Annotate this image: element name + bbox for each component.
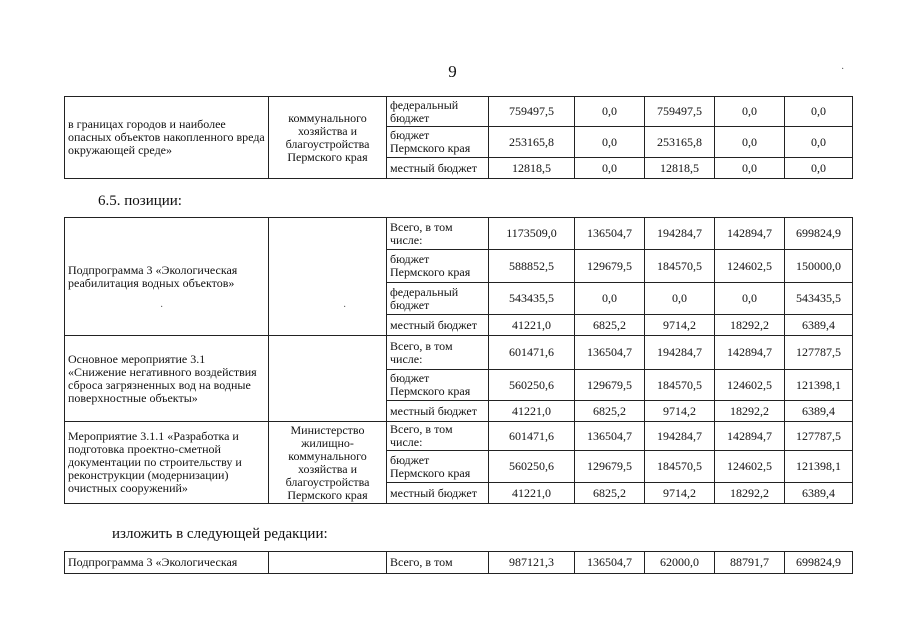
funding-source-cell: бюджет Пермского края <box>387 370 489 401</box>
amount-cell: 9714,2 <box>645 315 715 336</box>
program-name-cell: Подпрограмма 3 «Экологическая <box>65 552 269 574</box>
amount-cell: 601471,6 <box>489 422 575 451</box>
funding-source-cell: бюджет Пермского края <box>387 250 489 283</box>
funding-source-cell: Всего, в том числе: <box>387 336 489 370</box>
funding-source-cell: бюджет Пермского края <box>387 451 489 483</box>
amount-cell: 41221,0 <box>489 401 575 422</box>
section-heading-new-edition: изложить в следующей редакции: <box>112 526 328 542</box>
amount-cell: 124602,5 <box>715 451 785 483</box>
table-row <box>65 552 853 574</box>
executor-cell <box>269 218 387 336</box>
amount-cell: 253165,8 <box>645 127 715 158</box>
scan-speck: · <box>343 302 347 313</box>
amount-cell: 0,0 <box>575 97 645 127</box>
amount-cell: 41221,0 <box>489 315 575 336</box>
amount-cell: 121398,1 <box>785 370 853 401</box>
amount-cell: 543435,5 <box>785 283 853 315</box>
amount-cell: 0,0 <box>785 97 853 127</box>
table-positions <box>64 217 853 504</box>
amount-cell: 253165,8 <box>489 127 575 158</box>
amount-cell: 601471,6 <box>489 336 575 370</box>
funding-source-cell: Всего, в том числе: <box>387 218 489 250</box>
amount-cell: 9714,2 <box>645 483 715 504</box>
amount-cell: 62000,0 <box>645 552 715 574</box>
executor-cell: коммунального хозяйства и благоустройства Пермского края <box>269 97 387 179</box>
amount-cell: 18292,2 <box>715 483 785 504</box>
table-continuation <box>64 96 853 179</box>
page-number: 9 <box>448 62 457 81</box>
amount-cell: 987121,3 <box>489 552 575 574</box>
table-row <box>65 336 853 370</box>
amount-cell: 560250,6 <box>489 370 575 401</box>
amount-cell: 0,0 <box>715 97 785 127</box>
table-row <box>65 422 853 451</box>
amount-cell: 194284,7 <box>645 336 715 370</box>
amount-cell: 699824,9 <box>785 552 853 574</box>
scan-speck: · <box>841 64 845 75</box>
funding-source-cell: местный бюджет <box>387 158 489 179</box>
funding-source-cell: Всего, в том <box>387 552 489 574</box>
amount-cell: 184570,5 <box>645 250 715 283</box>
scan-speck: · <box>160 302 164 313</box>
amount-cell: 9714,2 <box>645 401 715 422</box>
amount-cell: 759497,5 <box>489 97 575 127</box>
amount-cell: 699824,9 <box>785 218 853 250</box>
amount-cell: 136504,7 <box>575 218 645 250</box>
amount-cell: 6389,4 <box>785 483 853 504</box>
amount-cell: 124602,5 <box>715 370 785 401</box>
amount-cell: 0,0 <box>785 127 853 158</box>
table-new-edition <box>64 551 853 574</box>
program-name-cell: Основное мероприятие 3.1 «Снижение негативного воздействия сброса загрязненных вод на водные поверхностные объекты» <box>65 336 269 422</box>
program-name-cell: Подпрограмма 3 «Экологическая реабилитация водных объектов» <box>65 218 269 336</box>
amount-cell: 0,0 <box>575 158 645 179</box>
amount-cell: 560250,6 <box>489 451 575 483</box>
amount-cell: 136504,7 <box>575 336 645 370</box>
amount-cell: 129679,5 <box>575 451 645 483</box>
amount-cell: 12818,5 <box>489 158 575 179</box>
amount-cell: 0,0 <box>575 127 645 158</box>
amount-cell: 759497,5 <box>645 97 715 127</box>
amount-cell: 0,0 <box>715 158 785 179</box>
funding-source-cell: местный бюджет <box>387 483 489 504</box>
table-row <box>65 218 853 250</box>
amount-cell: 136504,7 <box>575 552 645 574</box>
funding-source-cell: местный бюджет <box>387 315 489 336</box>
amount-cell: 588852,5 <box>489 250 575 283</box>
amount-cell: 184570,5 <box>645 370 715 401</box>
amount-cell: 194284,7 <box>645 218 715 250</box>
amount-cell: 0,0 <box>715 283 785 315</box>
amount-cell: 0,0 <box>715 127 785 158</box>
executor-cell <box>269 336 387 422</box>
funding-source-cell: Всего, в том числе: <box>387 422 489 451</box>
amount-cell: 12818,5 <box>645 158 715 179</box>
amount-cell: 6825,2 <box>575 401 645 422</box>
amount-cell: 129679,5 <box>575 250 645 283</box>
amount-cell: 124602,5 <box>715 250 785 283</box>
table-row <box>65 97 853 127</box>
amount-cell: 0,0 <box>575 283 645 315</box>
amount-cell: 194284,7 <box>645 422 715 451</box>
amount-cell: 6389,4 <box>785 315 853 336</box>
amount-cell: 1173509,0 <box>489 218 575 250</box>
amount-cell: 41221,0 <box>489 483 575 504</box>
amount-cell: 6825,2 <box>575 315 645 336</box>
program-name-cell: в границах городов и наиболее опасных объектов накопленного вреда окружающей среде» <box>65 97 269 179</box>
amount-cell: 127787,5 <box>785 336 853 370</box>
amount-cell: 184570,5 <box>645 451 715 483</box>
amount-cell: 142894,7 <box>715 336 785 370</box>
amount-cell: 6825,2 <box>575 483 645 504</box>
funding-source-cell: бюджет Пермского края <box>387 127 489 158</box>
amount-cell: 18292,2 <box>715 401 785 422</box>
amount-cell: 0,0 <box>785 158 853 179</box>
program-name-cell: Мероприятие 3.1.1 «Разработка и подготовка проектно-сметной документации по строительству и реконструкции (модернизации) очистных сооружений» <box>65 422 269 504</box>
funding-source-cell: федеральный бюджет <box>387 283 489 315</box>
amount-cell: 142894,7 <box>715 218 785 250</box>
funding-source-cell: местный бюджет <box>387 401 489 422</box>
amount-cell: 127787,5 <box>785 422 853 451</box>
amount-cell: 136504,7 <box>575 422 645 451</box>
executor-cell: Министерство жилищно-коммунального хозяйства и благоустройства Пермского края <box>269 422 387 504</box>
amount-cell: 18292,2 <box>715 315 785 336</box>
amount-cell: 121398,1 <box>785 451 853 483</box>
funding-source-cell: федеральный бюджет <box>387 97 489 127</box>
amount-cell: 543435,5 <box>489 283 575 315</box>
amount-cell: 6389,4 <box>785 401 853 422</box>
amount-cell: 88791,7 <box>715 552 785 574</box>
amount-cell: 142894,7 <box>715 422 785 451</box>
section-heading-6-5: 6.5. позиции: <box>98 193 182 209</box>
amount-cell: 0,0 <box>645 283 715 315</box>
executor-cell <box>269 552 387 574</box>
amount-cell: 150000,0 <box>785 250 853 283</box>
amount-cell: 129679,5 <box>575 370 645 401</box>
